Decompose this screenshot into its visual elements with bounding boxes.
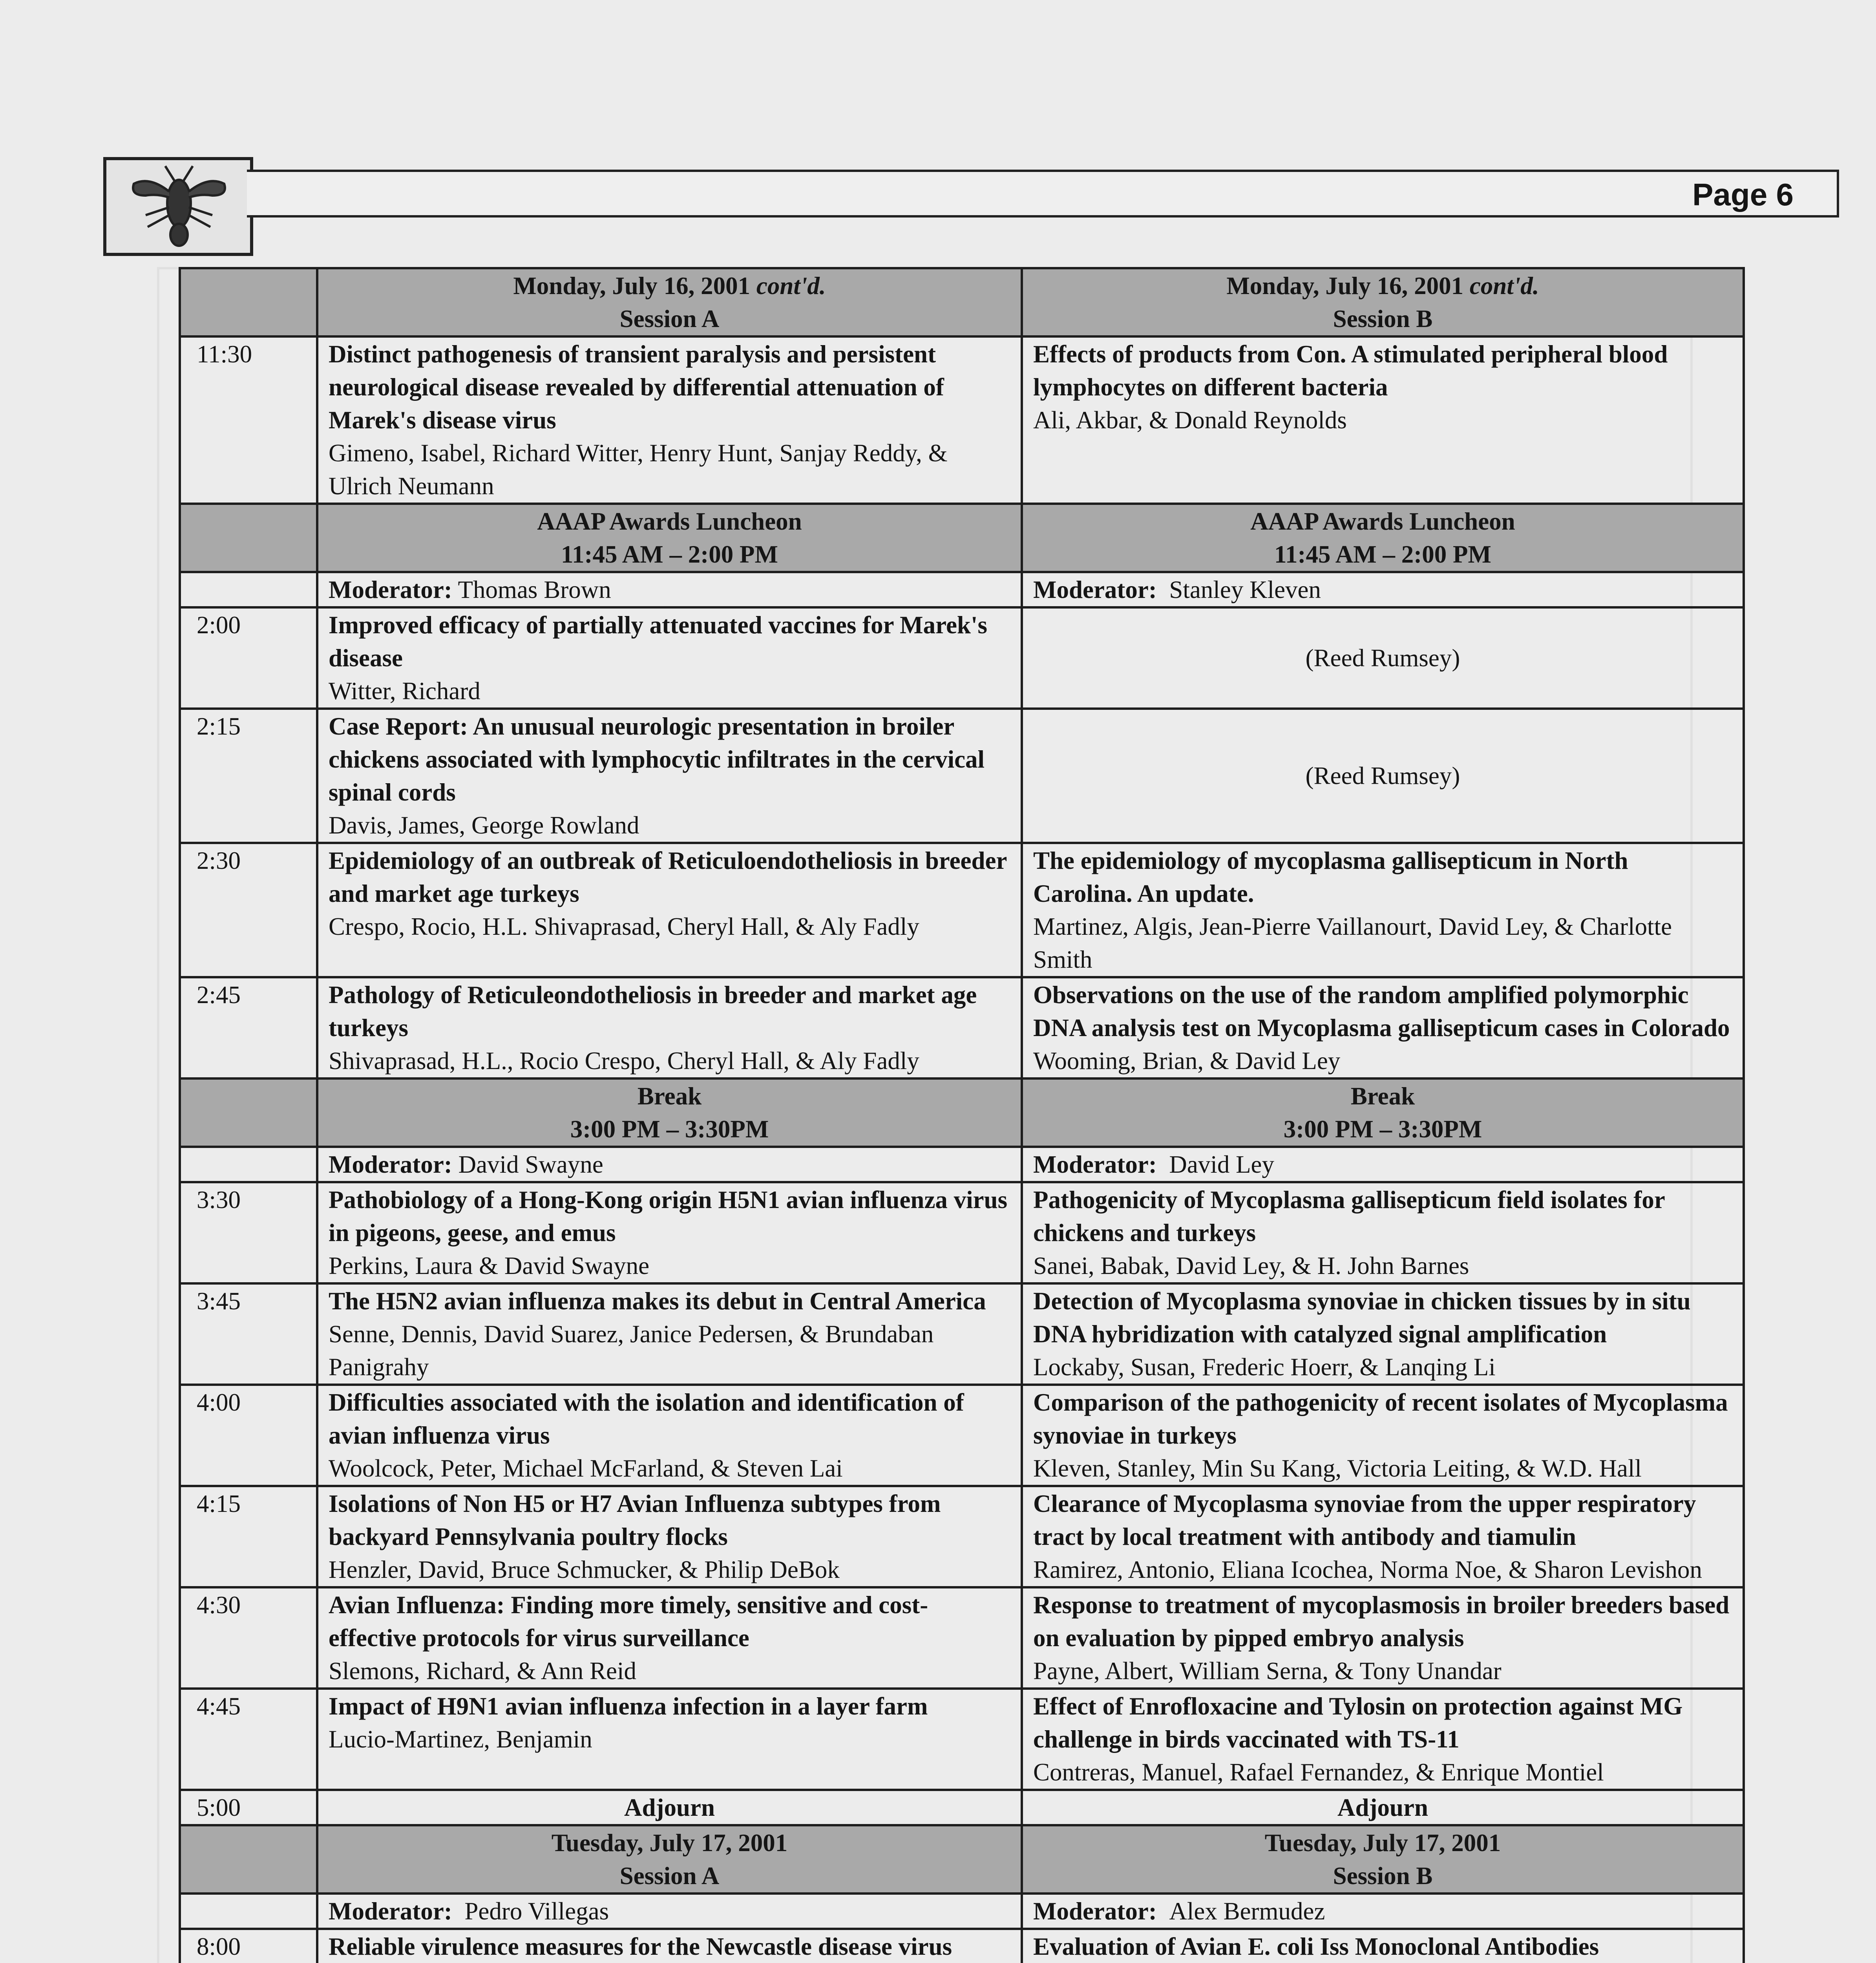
table-row: 4:15 Isolations of Non H5 or H7 Avian Influenza subtypes from backyard Pennsylvania poultry flocks Henzler, David, Bruce Schmucker, & Philip DeBok Clearance of Mycoplasma synoviae from the upper respiratory tract by local treatment with antibody and tiamulin Ramirez, Antonio, Eliana Icochea, Norma Noe, & Sharon Levishon [180, 1486, 1744, 1587]
luncheon-row: AAAP Awards Luncheon 11:45 AM – 2:00 PM AAAP Awards Luncheon 11:45 AM – 2:00 PM [180, 504, 1744, 572]
moderator-row: Moderator: Thomas Brown Moderator: Stanley Kleven [180, 572, 1744, 607]
table-row: 8:00 Reliable virulence measures for the Newcastle disease virus Evaluation of Avian E. coli Iss Monoclonal Antibodies [180, 1929, 1744, 1963]
break-row: Break 3:00 PM – 3:30PM Break 3:00 PM – 3:30PM [180, 1078, 1744, 1147]
table-row [180, 336, 1744, 504]
time-cell: 11:30 [180, 336, 317, 504]
day-header-row: Tuesday, July 17, 2001 Session A Tuesday, July 17, 2001 Session B [180, 1825, 1744, 1894]
session-b-talk: Effects of products from Con. A stimulated peripheral blood lymphocytes on different bacteria Ali, Akbar, & Donald Reynolds [1022, 336, 1744, 504]
page-header-bar [247, 170, 1839, 218]
session-a-talk: Distinct pathogenesis of transient paralysis and persistent neurological disease revealed by differential attenuation of Marek's disease virus Gimeno, Isabel, Richard Witter, Henry Hunt, Sanjay Reddy, & Ulrich Neumann [317, 336, 1022, 504]
adjourn-row: 5:00 Adjourn Adjourn [180, 1790, 1744, 1825]
schedule-table [179, 267, 1745, 1963]
crawfish-icon [106, 160, 250, 253]
page-number: Page 6 [1692, 177, 1794, 212]
table-row: 2:30 Epidemiology of an outbreak of Reticuloendotheliosis in breeder and market age turkeys Crespo, Rocio, H.L. Shivaprasad, Cheryl Hall, & Aly Fadly The epidemiology of mycoplasma gallisepticum in North Carolina. An update. Martinez, Algis, Jean-Pierre Vaillanourt, David Ley, & Charlotte Smith [180, 843, 1744, 977]
table-row: 4:00 Difficulties associated with the isolation and identification of avian influenza virus Woolcock, Peter, Michael McFarland, & Steven Lai Comparison of the pathogenicity of recent isolates of Mycoplasma synoviae in turkeys Kleven, Stanley, Min Su Kang, Victoria Leiting, & W.D. Hall [180, 1385, 1744, 1486]
session-a-header: Monday, July 16, 2001 cont'd. Session A [317, 268, 1022, 336]
table-row: 4:30 Avian Influenza: Finding more timely, sensitive and cost-effective protocols for virus surveillance Slemons, Richard, & Ann Reid Response to treatment of mycoplasmosis in broiler breeders based on evaluation by pipped embryo analysis Payne, Albert, William Serna, & Tony Unandar [180, 1587, 1744, 1689]
table-row: 2:15 Case Report: An unusual neurologic presentation in broiler chickens associated with lymphocytic infiltrates in the cervical spinal cords Davis, James, George Rowland (Reed Rumsey) [180, 709, 1744, 843]
table-row: 3:45 The H5N2 avian influenza makes its debut in Central America Senne, Dennis, David Suarez, Janice Pedersen, & Brundaban Panigrahy Detection of Mycoplasma synoviae in chicken tissues by in situ DNA hybridization with catalyzed signal amplification Lockaby, Susan, Frederic Hoerr, & Lanqing Li [180, 1283, 1744, 1385]
moderator-row: Moderator: Pedro Villegas Moderator: Alex Bermudez [180, 1894, 1744, 1929]
table-row: 2:45 Pathology of Reticuleondotheliosis in breeder and market age turkeys Shivaprasad, H.L., Rocio Crespo, Cheryl Hall, & Aly Fadly Observations on the use of the random amplified polymorphic DNA analysis test on Mycoplasma gallisepticum cases in Colorado Wooming, Brian, & David Ley [180, 977, 1744, 1078]
table-row: 3:30 Pathobiology of a Hong-Kong origin H5N1 avian influenza virus in pigeons, geese, and emus Perkins, Laura & David Swayne Pathogenicity of Mycoplasma gallisepticum field isolates for chickens and turkeys Sanei, Babak, David Ley, & H. John Barnes [180, 1182, 1744, 1283]
moderator-row: Moderator: David Swayne Moderator: David Ley [180, 1147, 1744, 1182]
session-b-header: Monday, July 16, 2001 cont'd. Session B [1022, 268, 1744, 336]
crawfish-logo [103, 157, 253, 256]
table-row: 4:45 Impact of H9N1 avian influenza infection in a layer farm Lucio-Martinez, Benjamin Effect of Enrofloxacine and Tylosin on protection against MG challenge in birds vaccinated with TS-11 Contreras, Manuel, Rafael Fernandez, & Enrique Montiel [180, 1689, 1744, 1790]
day-header-row [180, 268, 1744, 336]
table-row: 2:00 Improved efficacy of partially attenuated vaccines for Marek's disease Witter, Richard (Reed Rumsey) [180, 607, 1744, 709]
